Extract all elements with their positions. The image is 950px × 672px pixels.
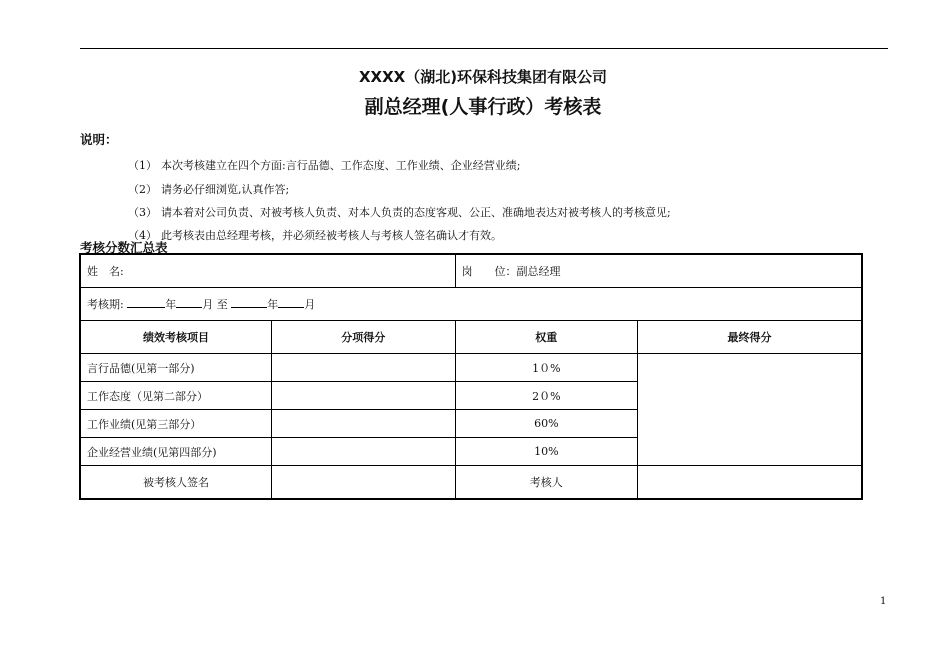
- weight-cell: 10%: [455, 438, 638, 466]
- instruction-item: [128, 157, 520, 173]
- period-to-label: 至: [216, 298, 228, 311]
- month-start-label: 月: [202, 298, 214, 311]
- column-header-weight: 权重: [455, 321, 638, 354]
- month-end-label: 月: [304, 298, 316, 311]
- item-cell: 工作业绩(见第三部分）: [80, 410, 272, 438]
- year-end-label: 年: [267, 298, 279, 311]
- position-value: 副总经理: [516, 265, 561, 278]
- month-end-blank[interactable]: [278, 297, 304, 308]
- appraiser-signature-field[interactable]: [638, 466, 862, 500]
- form-title: 副总经理(人事行政）考核表: [364, 96, 602, 118]
- instruction-number: （4）: [128, 229, 157, 242]
- score-cell[interactable]: [272, 438, 456, 466]
- period-row: [80, 288, 862, 321]
- column-header-item: 绩效考核项目: [80, 321, 272, 354]
- column-header-final: 最终得分: [638, 321, 862, 354]
- column-header-score: 分项得分: [272, 321, 456, 354]
- instruction-text: 此考核表由总经理考核，并必须经被考核人与考核人签名确认才有效。: [161, 229, 502, 242]
- summary-table-title: 考核分数汇总表: [80, 240, 168, 255]
- weight-cell: 60%: [455, 410, 638, 438]
- instruction-text: 请本着对公司负责、对被考核人负责、对本人负责的态度客观、公正、准确地表达对被考核人的考核意见;: [161, 206, 671, 219]
- name-cell[interactable]: [80, 254, 455, 288]
- signature-row: [80, 466, 862, 500]
- company-name: XXXX（湖北)环保科技集团有限公司: [358, 68, 608, 86]
- appraisee-signature-field[interactable]: [272, 466, 456, 500]
- score-cell[interactable]: [272, 354, 456, 382]
- position-label: 岗 位：: [461, 265, 517, 278]
- position-cell: [455, 254, 862, 288]
- column-header-row: [80, 321, 862, 354]
- instructions-label: 说明：: [80, 132, 118, 147]
- info-row: [80, 254, 862, 288]
- weight-cell: 2０%: [455, 382, 638, 410]
- score-cell[interactable]: [272, 382, 456, 410]
- header-rule: [80, 48, 888, 49]
- appraiser-label: 考核人: [455, 466, 638, 500]
- instruction-item: [128, 204, 671, 220]
- score-summary-table: [79, 253, 863, 500]
- item-cell: 企业经营业绩(见第四部分): [80, 438, 272, 466]
- instruction-item: [128, 227, 502, 243]
- period-label: 考核期:: [87, 298, 124, 311]
- instruction-number: （1）: [128, 159, 157, 172]
- instruction-text: 请务必仔细浏览,认真作答;: [161, 183, 290, 196]
- period-cell[interactable]: [80, 288, 862, 321]
- instruction-number: （2）: [128, 183, 157, 196]
- table-row: [80, 354, 862, 382]
- name-label: 姓 名:: [87, 265, 124, 278]
- year-start-label: 年: [165, 298, 177, 311]
- instruction-item: [128, 181, 289, 197]
- year-end-blank[interactable]: [231, 297, 267, 308]
- item-cell: 工作态度（见第二部分）: [80, 382, 272, 410]
- year-start-blank[interactable]: [127, 297, 165, 308]
- instruction-number: （3）: [128, 206, 157, 219]
- appraisee-signature-label: 被考核人签名: [80, 466, 272, 500]
- instruction-text: 本次考核建立在四个方面:言行品德、工作态度、工作业绩、企业经营业绩;: [161, 159, 521, 172]
- page-number: 1: [880, 596, 887, 607]
- final-score-cell[interactable]: [638, 354, 862, 466]
- weight-cell: 1０%: [455, 354, 638, 382]
- score-cell[interactable]: [272, 410, 456, 438]
- item-cell: 言行品德(见第一部分): [80, 354, 272, 382]
- month-start-blank[interactable]: [176, 297, 202, 308]
